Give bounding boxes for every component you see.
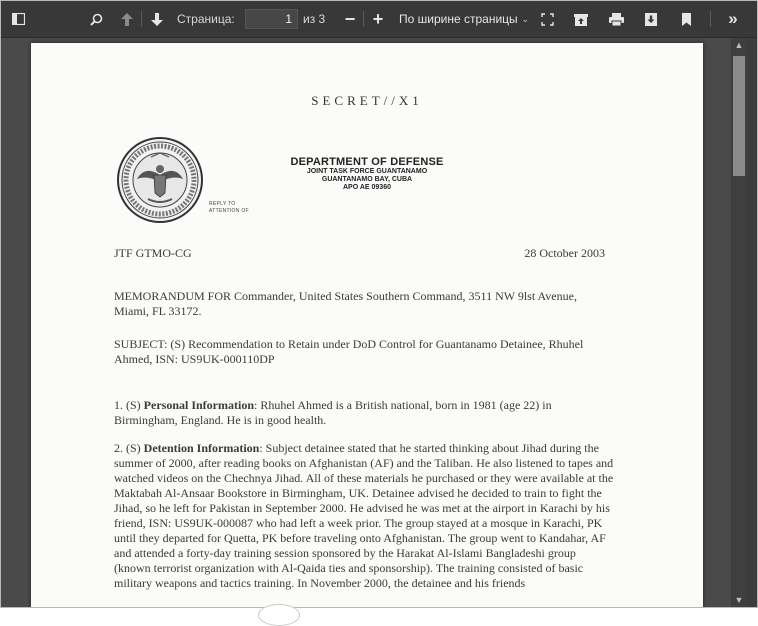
page-total: из 3 — [303, 12, 326, 26]
paragraph-number: 1. (S) — [114, 398, 144, 412]
letterhead — [211, 156, 523, 192]
bottom-handle — [258, 604, 300, 626]
letterhead-line: APO AE 09360 — [343, 184, 391, 191]
toolbar-separator — [141, 11, 142, 27]
document-page — [31, 43, 703, 607]
reply-to-label — [209, 201, 249, 215]
reply-to-text: REPLY TO — [209, 201, 236, 207]
scroll-down-icon[interactable]: ▼ — [734, 595, 744, 605]
paragraph-detention-information — [114, 441, 614, 591]
classification-header: SECRET//X1 — [311, 93, 423, 108]
toolbar — [1, 1, 757, 38]
zoom-value: По ширине страницы — [399, 12, 518, 26]
scrollbar-thumb[interactable] — [733, 56, 745, 176]
bookmark-icon[interactable] — [676, 1, 696, 37]
sidebar-toggle-icon[interactable] — [7, 1, 29, 37]
next-page-icon[interactable] — [147, 1, 167, 37]
memo-subject: SUBJECT: (S) Recommendation to Retain under DoD Control for Guantanamo Detainee, Rhuhel Ahmed, ISN: US9UK-000110DP — [114, 337, 584, 366]
department-title: DEPARTMENT OF DEFENSE — [290, 156, 444, 168]
memo-date: 28 October 2003 — [524, 246, 605, 260]
document-viewport[interactable] — [1, 38, 731, 607]
paragraph-text: : Rhuhel Ahmed is a British national, born in 1981 (age 22) in Birmingham, England. He is in good health. — [114, 398, 552, 427]
office-reference: JTF GTMO-CG — [114, 246, 192, 260]
presentation-mode-icon[interactable] — [537, 1, 557, 37]
viewer-edge — [747, 38, 757, 607]
dod-seal-icon — [115, 135, 205, 225]
previous-page-icon[interactable] — [117, 1, 137, 37]
zoom-in-icon[interactable]: + — [372, 8, 384, 29]
print-icon[interactable] — [605, 1, 627, 37]
more-tools-icon[interactable]: » — [728, 9, 738, 28]
chevron-down-icon: ⌄ — [521, 13, 529, 24]
paragraph-text: : Subject detainee stated that he started thinking about Jihad during the summer of 2000, after reading books on Afghanistan (AF) and the Taliban. He also listened to tapes and watched videos on the Chechnya Jihad. All of these materials he purchased or they were available at the Maktabah Al-Ansaar Bookstore in Birmingham, UK. Detainee advised he decided to train to fight the Jihad, so he left for Pakistan in September 2000. He advised he was met at the airport in Karachi by his friend, ISN: US9UK-000087 who had left a week prior. The group stayed at a mosque in Karachi, PK until they departed for Quetta, PK before traveling onto Afghanistan. The group went to Kandahar, AF and attended a forty-day training session sponsored by the Harakat Al-Islami Bangladeshi group (known terrorist organization with Al-Qaida ties and sponsorship). The training consisted of basic military weapons and tactics training. In November 2000, the detainee and his friends — [114, 441, 614, 590]
page-number-input[interactable] — [245, 9, 298, 29]
scroll-up-icon[interactable]: ▲ — [734, 40, 744, 50]
toolbar-separator — [710, 11, 711, 27]
vertical-scrollbar[interactable] — [731, 38, 747, 607]
paragraph-heading: Detention Information — [143, 441, 260, 455]
paragraph-personal-information — [114, 398, 614, 428]
letterhead-line: JOINT TASK FORCE GUANTANAMO — [306, 168, 428, 175]
paragraph-heading: Personal Information — [143, 398, 254, 412]
zoom-out-icon[interactable]: − — [344, 8, 356, 29]
toolbar-separator — [363, 11, 364, 27]
download-icon[interactable] — [641, 1, 661, 37]
attention-of-text: ATTENTION OF — [209, 208, 249, 214]
open-file-icon[interactable] — [571, 1, 591, 37]
memorandum-for: MEMORANDUM FOR Commander, United States Southern Command, 3511 NW 9lst Avenue, Miami, FL 33172. — [114, 289, 577, 318]
page-label: Страница: — [177, 12, 235, 26]
paragraph-number: 2. (S) — [114, 441, 144, 455]
letterhead-line: GUANTANAMO BAY, CUBA — [321, 176, 413, 183]
zoom-select[interactable] — [395, 9, 531, 29]
search-icon[interactable] — [85, 1, 107, 37]
